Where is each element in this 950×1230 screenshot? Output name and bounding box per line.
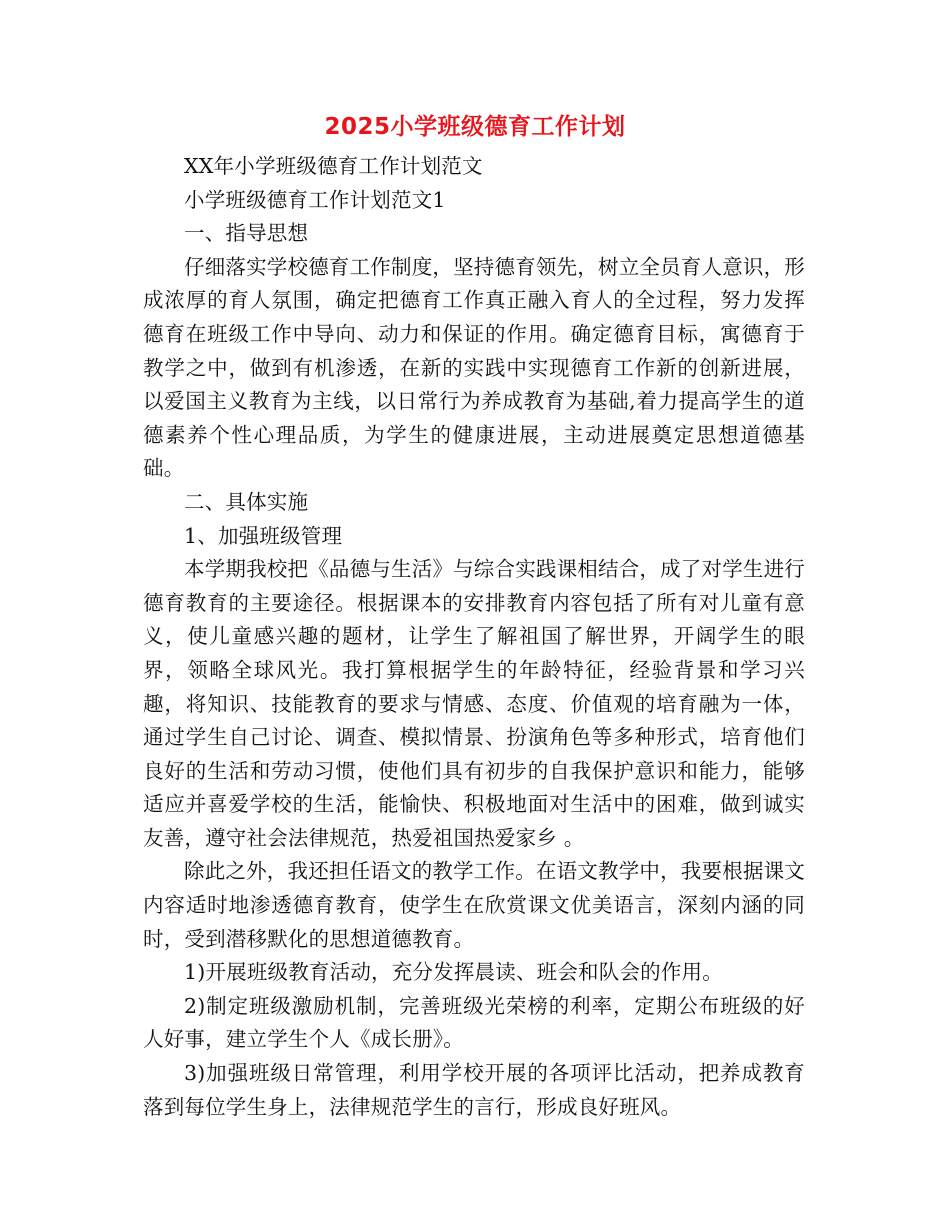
heading-class-management: 1、加强班级管理: [184, 523, 343, 548]
list-item-2: 2)制定班级激励机制，完善班级光荣榜的利率，定期公布班级的好人好事，建立学生个人《成长册》。: [143, 993, 805, 1052]
list-item-1: 1)开展班级教育活动，充分发挥晨读、班会和队会的作用。: [184, 960, 723, 985]
document-title: 2025小学班级德育工作计划: [324, 114, 626, 140]
paragraph-chinese-teaching: 除此之外，我还担任语文的教学工作。在语文教学中，我要根据课文内容适时地渗透德育教育，使学生在欣赏课文优美语言，深刻内涵的同时，受到潜移默化的思想道德教育。: [143, 859, 805, 951]
paragraph-guiding-ideology: 仔细落实学校德育工作制度，坚持德育领先，树立全员育人意识，形成浓厚的育人氛围，确定把德育工作真正融入育人的全过程，努力发挥德育在班级工作中导向、动力和保证的作用。确定德育目标，寓德育于教学之中，做到有机渗透，在新的实践中实现德育工作新的创新进展，以爱国主义教育为主线，以日常行为养成教育为基础,着力提高学生的道德素养个性心理品质，为学生的健康进展，主动进展奠定思想道德基础。: [143, 254, 805, 481]
heading-implementation: 二、具体实施: [184, 489, 309, 514]
paragraph-moral-course: 本学期我校把《品德与生活》与综合实践课相结合，成了对学生进行德育教育的主要途径。根据课本的安排教育内容包括了所有对儿童有意义，使儿童感兴趣的题材，让学生了解祖国了解世界，开阔学生的眼界，领略全球风光。我打算根据学生的年龄特征，经验背景和学习兴趣，将知识、技能教育的要求与情感、态度、价值观的培育融为一体，通过学生自己讨论、调查、模拟情景、扮演角色等多种形式，培育他们良好的生活和劳动习惯，使他们具有初步的自我保护意识和能力，能够适应并喜爱学校的生活，能愉快、积极地面对生活中的困难，做到诚实友善，遵守社会法律规范，热爱祖国热爱家乡 。: [143, 557, 805, 850]
heading-guiding-ideology: 一、指导思想: [184, 221, 309, 246]
document-body: [143, 150, 805, 1124]
subtitle-line: XX年小学班级德育工作计划范文: [184, 154, 483, 178]
section-title: 小学班级德育工作计划范文1: [184, 187, 446, 212]
list-item-3: 3)加强班级日常管理，利用学校开展的各项评比活动，把养成教育落到每位学生身上，法律规范学生的言行，形成良好班风。: [143, 1061, 805, 1119]
